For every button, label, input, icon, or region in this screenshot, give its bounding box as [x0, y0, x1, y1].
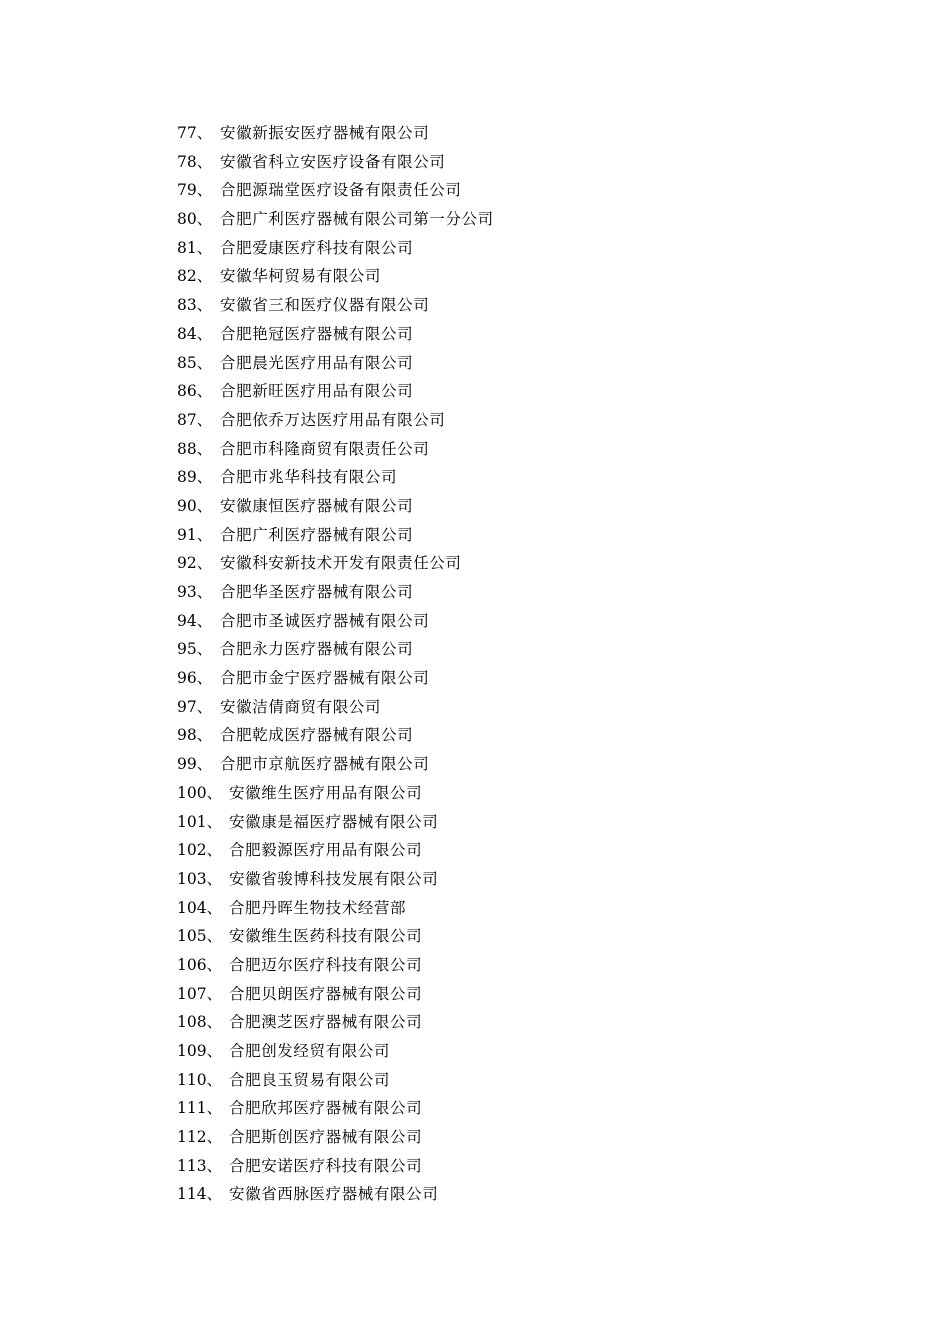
item-number: 114、: [177, 1185, 223, 1204]
list-item: [177, 779, 494, 808]
item-number: 92、: [177, 554, 213, 573]
item-number: 83、: [177, 296, 213, 315]
list-item: [177, 262, 494, 291]
item-number: 101、: [177, 812, 223, 831]
company-name: 合肥华圣医疗器械有限公司: [220, 583, 414, 601]
item-number: 110、: [177, 1070, 223, 1089]
list-item: [177, 750, 494, 779]
company-name: 安徽洁倩商贸有限公司: [220, 697, 382, 716]
company-name: 合肥市科隆商贸有限责任公司: [220, 439, 430, 458]
company-name: 合肥源瑞堂医疗设备有限责任公司: [220, 181, 462, 200]
item-number: 108、: [177, 1013, 223, 1032]
item-number: 82、: [177, 267, 213, 286]
list-item: [177, 463, 494, 492]
list-item: [177, 549, 494, 578]
company-name: 合肥市兆华科技有限公司: [220, 468, 398, 487]
item-number: 97、: [177, 697, 213, 716]
list-item: [177, 1123, 494, 1152]
item-number: 85、: [177, 353, 213, 372]
item-number: 84、: [177, 324, 213, 343]
item-number: 94、: [177, 611, 213, 630]
item-number: 99、: [177, 755, 213, 774]
company-name: 合肥广利医疗器械有限公司: [220, 525, 414, 544]
item-number: 113、: [177, 1156, 223, 1175]
company-name: 合肥丹晖生物技术经营部: [229, 898, 407, 917]
company-name: 合肥市圣诚医疗器械有限公司: [220, 611, 430, 630]
item-number: 79、: [177, 181, 213, 200]
company-name: 合肥迈尔医疗科技有限公司: [229, 955, 423, 974]
item-number: 93、: [177, 583, 213, 601]
item-number: 105、: [177, 927, 223, 946]
list-item: [177, 1094, 494, 1123]
list-item: [177, 894, 494, 923]
company-name: 合肥澳芝医疗器械有限公司: [229, 1013, 423, 1032]
list-item: [177, 234, 494, 263]
list-item: [177, 578, 494, 607]
company-name: 安徽华柯贸易有限公司: [220, 267, 382, 286]
item-number: 91、: [177, 525, 213, 544]
list-item: [177, 980, 494, 1009]
item-number: 81、: [177, 238, 213, 257]
list-item: [177, 635, 494, 664]
item-number: 87、: [177, 410, 213, 429]
item-number: 103、: [177, 869, 223, 888]
list-item: [177, 951, 494, 980]
company-name: 合肥广利医疗器械有限公司第一分公司: [220, 210, 494, 229]
list-item: [177, 320, 494, 349]
list-item: [177, 349, 494, 378]
item-number: 88、: [177, 439, 213, 458]
list-item: [177, 291, 494, 320]
company-name: 安徽省科立安医疗设备有限公司: [220, 152, 446, 171]
item-number: 107、: [177, 984, 223, 1003]
list-item: [177, 205, 494, 234]
item-number: 98、: [177, 726, 213, 745]
company-name: 安徽维生医疗用品有限公司: [229, 783, 423, 802]
company-name: 合肥贝朗医疗器械有限公司: [229, 984, 423, 1003]
company-name: 合肥新旺医疗用品有限公司: [220, 382, 414, 401]
item-number: 106、: [177, 955, 223, 974]
item-number: 100、: [177, 783, 223, 802]
list-item: [177, 664, 494, 693]
list-item: [177, 1008, 494, 1037]
company-name: 安徽省三和医疗仪器有限公司: [220, 296, 430, 315]
company-name: 安徽维生医药科技有限公司: [229, 927, 423, 946]
item-number: 95、: [177, 640, 213, 659]
list-item: [177, 721, 494, 750]
list-item: [177, 808, 494, 837]
item-number: 109、: [177, 1042, 223, 1060]
item-number: 90、: [177, 496, 213, 515]
list-item: [177, 119, 494, 148]
list-item: [177, 521, 494, 550]
list-item: [177, 435, 494, 464]
company-name: 合肥斯创医疗器械有限公司: [229, 1128, 423, 1147]
company-name: 合肥安诺医疗科技有限公司: [229, 1156, 423, 1175]
item-number: 96、: [177, 669, 213, 688]
company-name: 合肥艳冠医疗器械有限公司: [220, 324, 414, 343]
company-list: [177, 119, 494, 1209]
company-name: 合肥乾成医疗器械有限公司: [220, 726, 414, 745]
item-number: 104、: [177, 898, 223, 917]
company-name: 合肥创发经贸有限公司: [229, 1042, 391, 1060]
item-number: 89、: [177, 468, 213, 487]
list-item: [177, 865, 494, 894]
list-item: [177, 406, 494, 435]
list-item: [177, 836, 494, 865]
list-item: [177, 922, 494, 951]
company-name: 安徽省西脉医疗器械有限公司: [229, 1185, 439, 1204]
company-name: 合肥永力医疗器械有限公司: [220, 640, 414, 659]
list-item: [177, 1037, 494, 1066]
company-name: 安徽新振安医疗器械有限公司: [220, 124, 430, 142]
company-name: 安徽省骏博科技发展有限公司: [229, 869, 439, 888]
company-name: 合肥晨光医疗用品有限公司: [220, 353, 414, 372]
company-name: 合肥欣邦医疗器械有限公司: [229, 1099, 423, 1118]
list-item: [177, 1180, 494, 1209]
list-item: [177, 1066, 494, 1095]
company-name: 安徽康是福医疗器械有限公司: [229, 812, 439, 831]
list-item: [177, 607, 494, 636]
list-item: [177, 1152, 494, 1181]
company-name: 合肥市京航医疗器械有限公司: [220, 755, 430, 774]
company-name: 合肥依乔万达医疗用品有限公司: [220, 410, 446, 429]
list-item: [177, 176, 494, 205]
company-name: 合肥爱康医疗科技有限公司: [220, 238, 414, 257]
company-name: 合肥良玉贸易有限公司: [229, 1070, 391, 1089]
list-item: [177, 148, 494, 177]
item-number: 112、: [177, 1128, 223, 1147]
item-number: 78、: [177, 152, 213, 171]
list-item: [177, 492, 494, 521]
item-number: 111、: [177, 1099, 223, 1118]
company-name: 安徽康恒医疗器械有限公司: [220, 496, 414, 515]
item-number: 80、: [177, 210, 213, 229]
item-number: 102、: [177, 841, 223, 860]
list-item: [177, 693, 494, 722]
company-name: 合肥毅源医疗用品有限公司: [229, 841, 423, 860]
list-item: [177, 377, 494, 406]
item-number: 86、: [177, 382, 213, 401]
company-name: 合肥市金宁医疗器械有限公司: [220, 669, 430, 688]
item-number: 77、: [177, 124, 213, 142]
company-name: 安徽科安新技术开发有限责任公司: [220, 554, 462, 573]
